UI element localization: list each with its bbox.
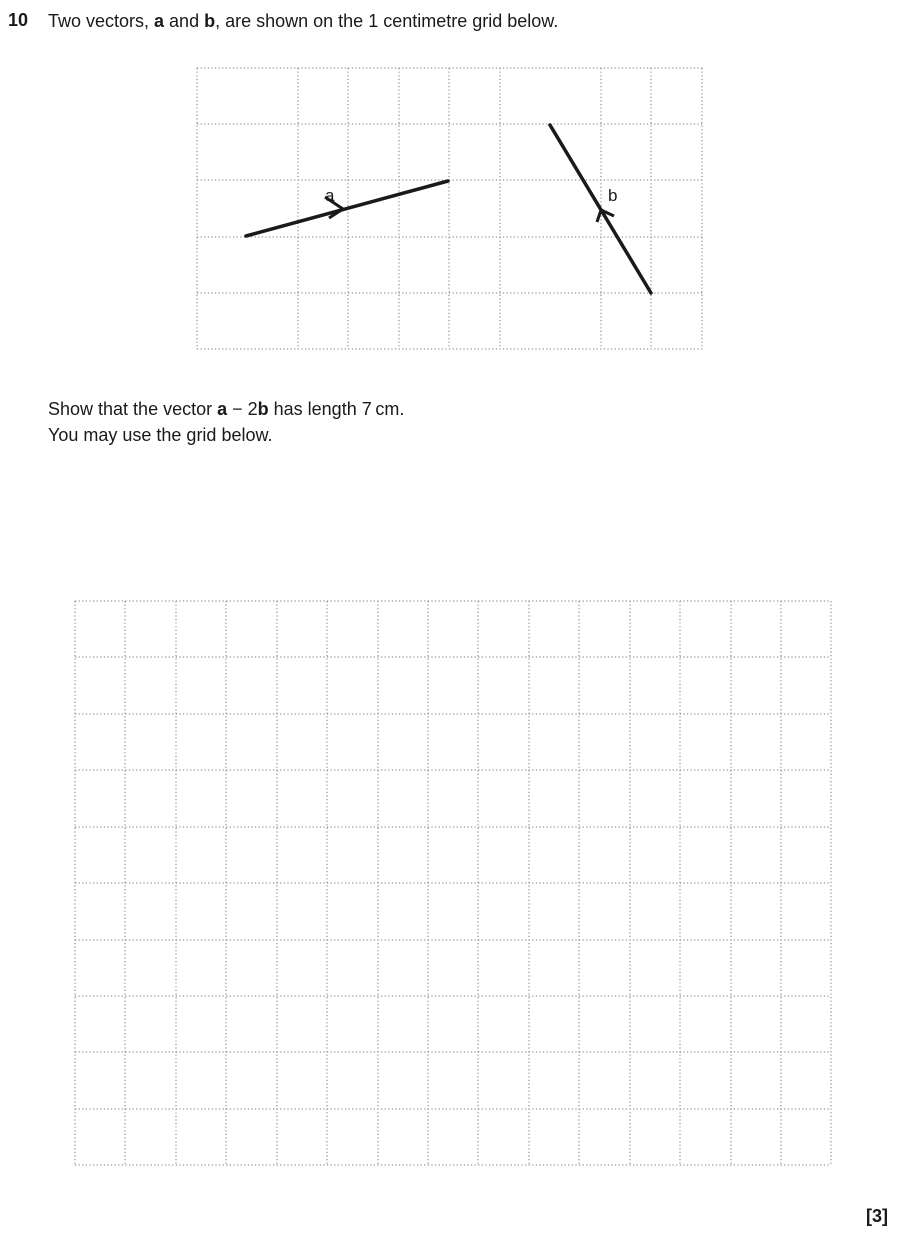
question-instructions bbox=[48, 396, 404, 448]
show-that-statement: Show that the vector a − 2b has length 7 cm. bbox=[48, 399, 405, 419]
question-intro: Two vectors, a and b, are shown on the 1 centimetre grid below. bbox=[48, 11, 559, 31]
answer-grid bbox=[75, 601, 831, 1165]
vector-b-label: b bbox=[608, 186, 618, 205]
marks-allocation: [3] bbox=[866, 1206, 888, 1226]
vector-a bbox=[246, 181, 448, 236]
vector-a-label: a bbox=[325, 186, 335, 205]
vector-b bbox=[550, 125, 651, 293]
grid-hint: You may use the grid below. bbox=[48, 425, 273, 445]
vector-grid bbox=[197, 68, 702, 349]
question-number: 10 bbox=[8, 10, 29, 30]
